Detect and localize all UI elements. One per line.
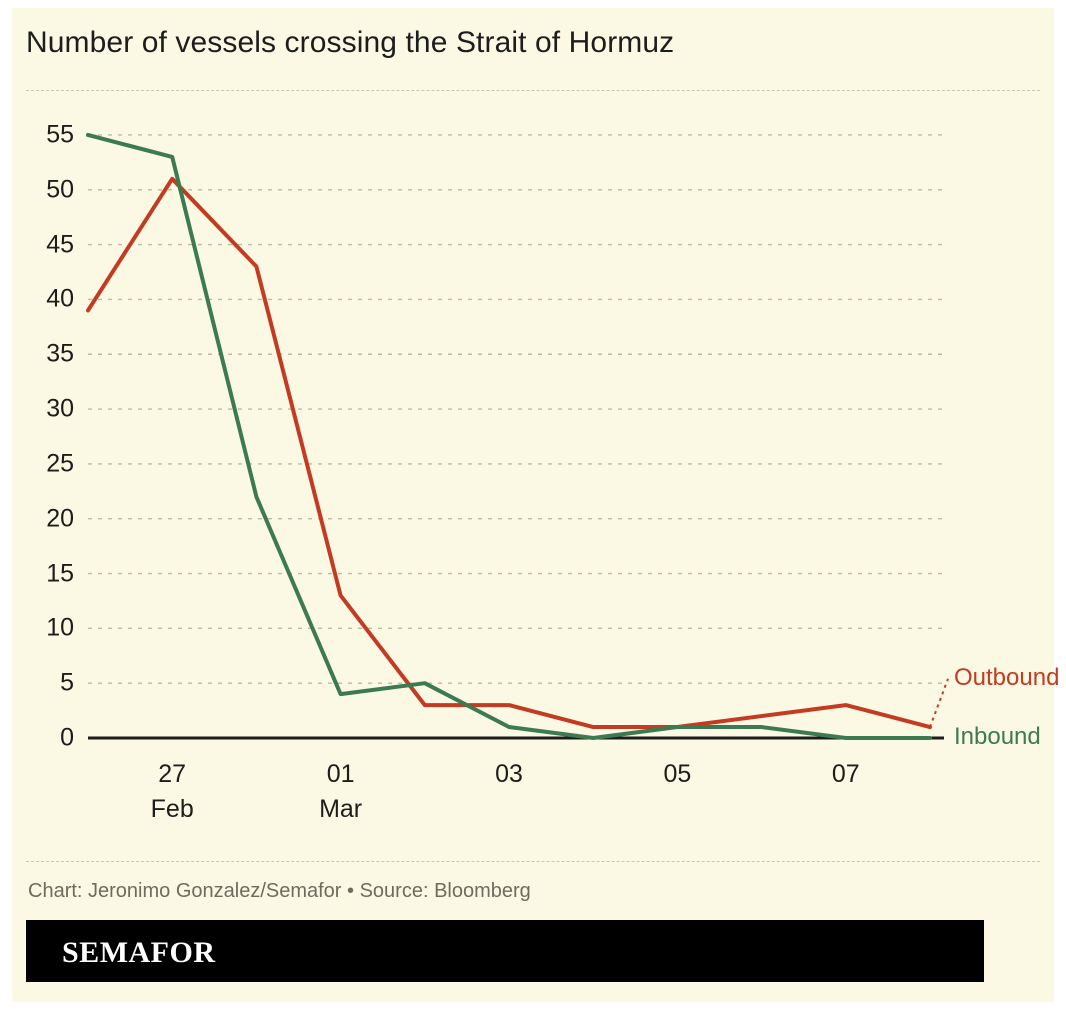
x-axis-tick-label: 03 — [495, 760, 523, 788]
title-divider — [26, 90, 1040, 91]
series-label-outbound: Outbound — [954, 663, 1060, 691]
x-axis-tick — [832, 760, 860, 789]
series-line-outbound — [88, 179, 930, 727]
y-axis-tick-label: 45 — [46, 230, 74, 259]
y-axis-tick-label: 0 — [60, 723, 74, 752]
y-axis-tick-label: 20 — [46, 504, 74, 533]
x-axis-tick-label: 05 — [663, 760, 692, 788]
chart-plot-area — [26, 98, 1060, 858]
x-axis-tick — [151, 760, 194, 824]
x-axis-tick — [495, 760, 523, 789]
y-axis-tick-label: 25 — [46, 449, 74, 478]
x-axis-tick-sublabel: Mar — [319, 795, 363, 823]
brand-bar — [26, 920, 984, 982]
x-axis-tick — [663, 760, 691, 789]
x-axis-tick — [319, 760, 362, 824]
x-axis-tick-label: 01 — [326, 760, 355, 788]
chart-card — [12, 8, 1060, 1002]
series-label-inbound: Inbound — [954, 723, 1041, 750]
y-axis-tick-label: 40 — [46, 284, 74, 313]
y-axis-tick-label: 15 — [46, 559, 74, 588]
line-chart-svg — [26, 98, 1040, 858]
x-axis-tick-sublabel: Feb — [150, 795, 194, 823]
x-axis-tick-label: 27 — [158, 760, 187, 788]
page-title: Number of vessels crossing the Strait of Hormuz — [26, 26, 675, 59]
y-axis-tick-label: 30 — [46, 394, 74, 423]
chart-credit: Chart: Jeronimo Gonzalez/Semafor • Source: Bloomberg — [28, 880, 531, 902]
y-axis-tick-label: 35 — [46, 339, 74, 368]
brand-logo-text: SEMAFOR — [62, 936, 216, 969]
label-leader-line — [930, 679, 948, 727]
footer-divider — [26, 861, 1040, 862]
y-axis-tick-label: 5 — [60, 668, 74, 697]
y-axis-tick-label: 55 — [46, 120, 74, 149]
y-axis-tick-label: 10 — [46, 613, 74, 642]
x-axis-tick-label: 07 — [831, 760, 860, 788]
y-axis-tick-label: 50 — [46, 175, 74, 204]
